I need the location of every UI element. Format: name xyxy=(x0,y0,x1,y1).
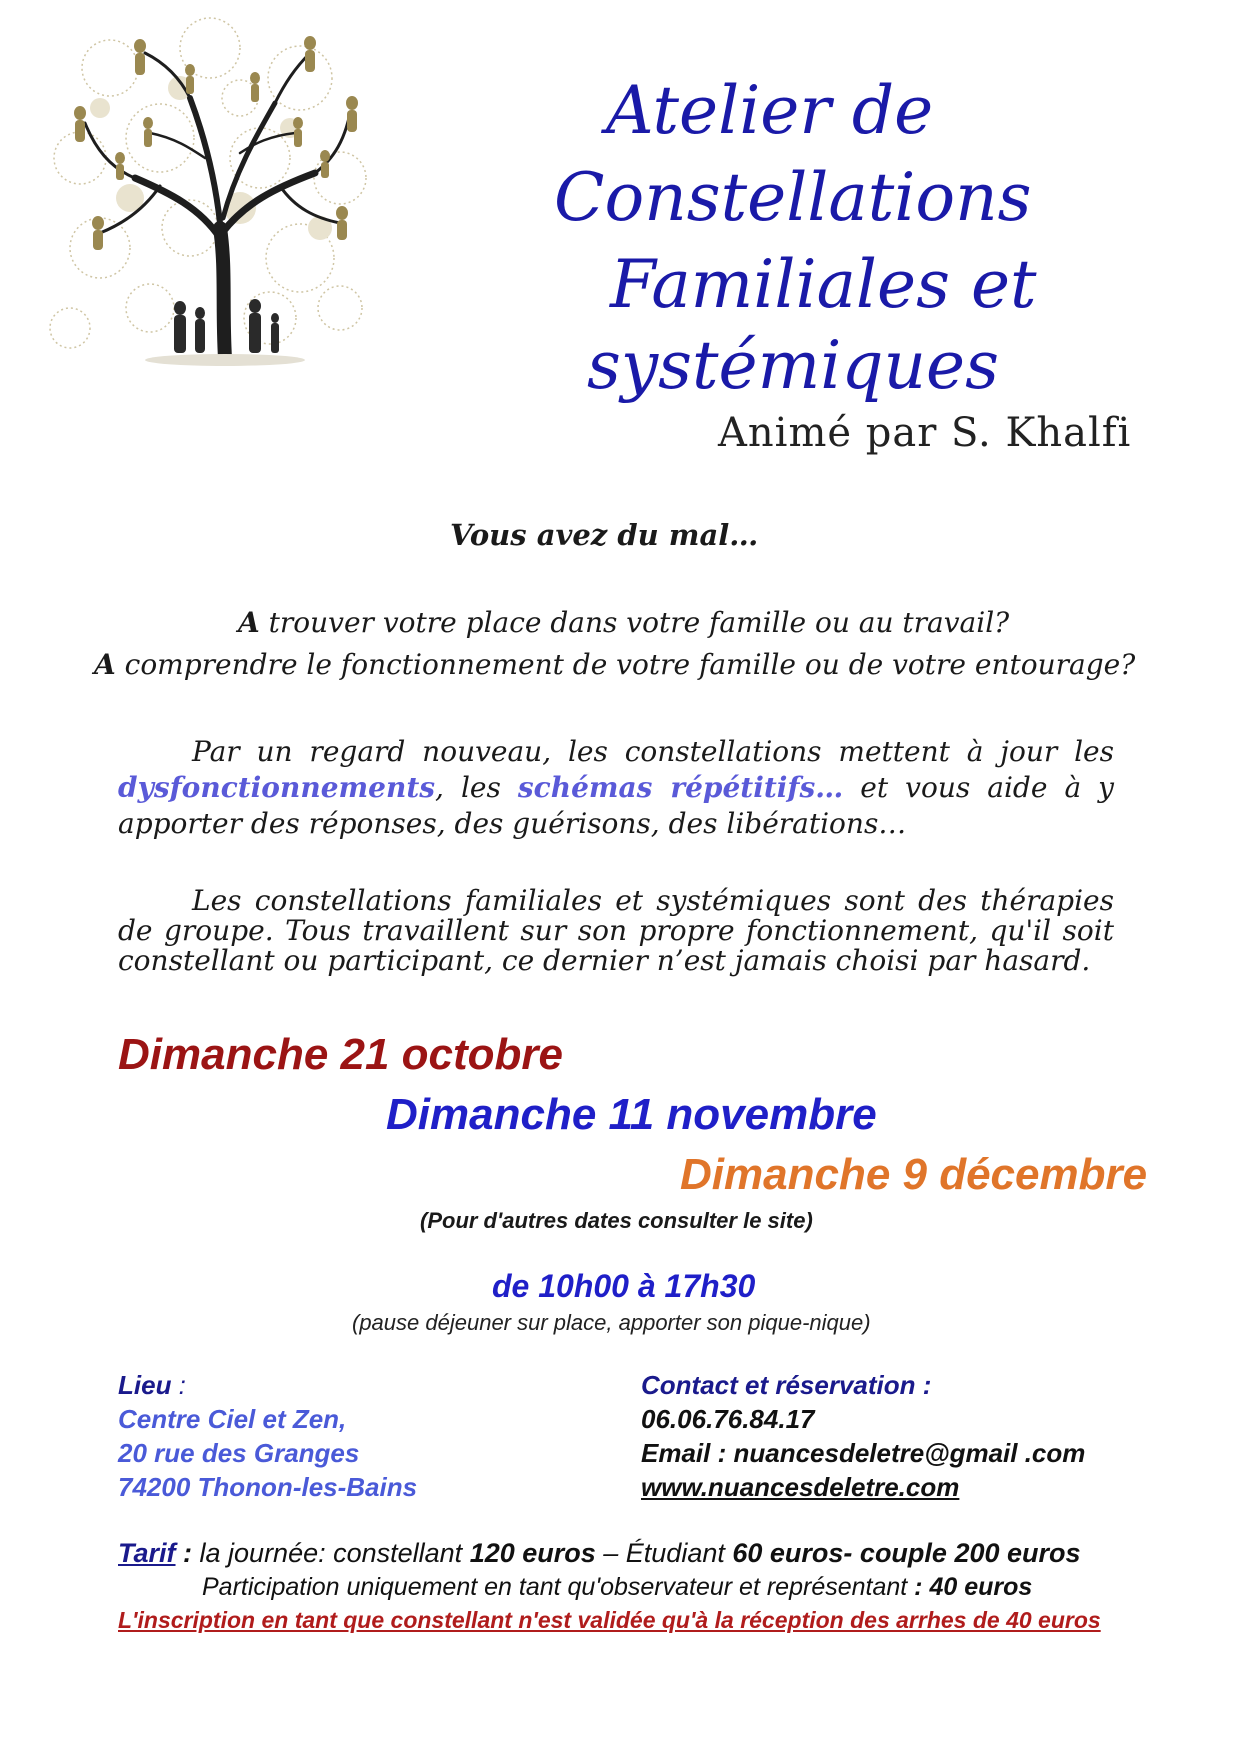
contact-phone[interactable]: 06.06.76.84.17 xyxy=(641,1404,815,1434)
pricing-student-couple-price: 60 euros- couple 200 euros xyxy=(732,1538,1081,1568)
date-2: Dimanche 11 novembre xyxy=(386,1090,877,1139)
pricing-label: Tarif xyxy=(118,1538,176,1568)
date-1: Dimanche 21 octobre xyxy=(118,1030,564,1079)
pricing-observer-price: : 40 euros xyxy=(914,1573,1033,1601)
location-street: 20 rue des Granges xyxy=(118,1438,360,1468)
contact-email[interactable]: Email : nuancesdeletre@gmail .com xyxy=(641,1438,1086,1468)
pricing-line xyxy=(118,1536,1081,1570)
paragraph-regard-part3: et vous aide à y apporter des réponses, des guérisons, des libérations… xyxy=(118,771,1114,840)
location-block xyxy=(118,1368,417,1504)
paragraph-regard-part1: Par un regard nouveau, les constellations mettent à jour les xyxy=(192,735,1114,768)
location-label: Lieu xyxy=(118,1370,172,1400)
location-name: Centre Ciel et Zen, xyxy=(118,1404,347,1434)
subtitle: Animé par S. Khalfi xyxy=(718,410,1132,456)
question-1 xyxy=(238,606,1009,639)
pricing-warning: L'inscription en tant que constellant n'est validée qu'à la réception des arrhes de 40 euros xyxy=(118,1607,1101,1633)
keyword-schemas-repetitifs: schémas répétitifs… xyxy=(517,771,844,804)
pricing-observer-text: Participation uniquement en tant qu'observateur et représentant xyxy=(202,1573,915,1601)
contact-label: Contact et réservation : xyxy=(641,1370,932,1400)
question-2-lead: A xyxy=(94,648,116,681)
location-label-line xyxy=(118,1368,417,1402)
title-line-3: Familiales et xyxy=(610,246,1037,323)
location-city: 74200 Thonon-les-Bains xyxy=(118,1472,418,1502)
pricing-constellant-price: 120 euros xyxy=(469,1538,596,1568)
pricing-student-text: – Étudiant xyxy=(595,1538,733,1568)
paragraph-regard-part2: , les xyxy=(435,771,518,804)
paragraph-regard xyxy=(118,734,1114,842)
paragraph-therapies: Les constellations familiales et systémiques sont des thérapies de groupe. Tous travaillent sur son propre fonctionnement, qu'il soit constellant ou participant, ce dernier n’est jamais choisi par hasard. xyxy=(118,884,1114,977)
location-label-suffix: : xyxy=(171,1370,186,1400)
contact-website-link[interactable]: www.nuancesdeletre.com xyxy=(641,1472,960,1502)
question-2-text: comprendre le fonctionnement de votre famille ou de votre entourage? xyxy=(115,648,1136,681)
title-line-4: systémiques xyxy=(587,327,999,404)
contact-block xyxy=(641,1368,1085,1504)
schedule-hours: de 10h00 à 17h30 xyxy=(492,1268,756,1304)
title-line-1: Atelier de xyxy=(606,72,934,149)
question-2 xyxy=(94,648,1135,681)
title-line-2: Constellations xyxy=(554,159,1032,236)
pricing-sep: : xyxy=(175,1538,200,1568)
pricing-observer-line xyxy=(202,1570,1032,1604)
intro-heading: Vous avez du mal… xyxy=(450,518,759,552)
schedule-note: (pause déjeuner sur place, apporter son pique-nique) xyxy=(352,1310,871,1335)
pricing-day-text: la journée: constellant xyxy=(199,1538,470,1568)
question-1-lead: A xyxy=(238,606,260,639)
keyword-dysfonctionnements: dysfonctionnements xyxy=(118,771,436,804)
date-3: Dimanche 9 décembre xyxy=(680,1150,1148,1199)
family-tree-illustration xyxy=(40,8,380,378)
dates-note: (Pour d'autres dates consulter le site) xyxy=(420,1208,813,1233)
question-1-text: trouver votre place dans votre famille ou au travail? xyxy=(259,606,1010,639)
